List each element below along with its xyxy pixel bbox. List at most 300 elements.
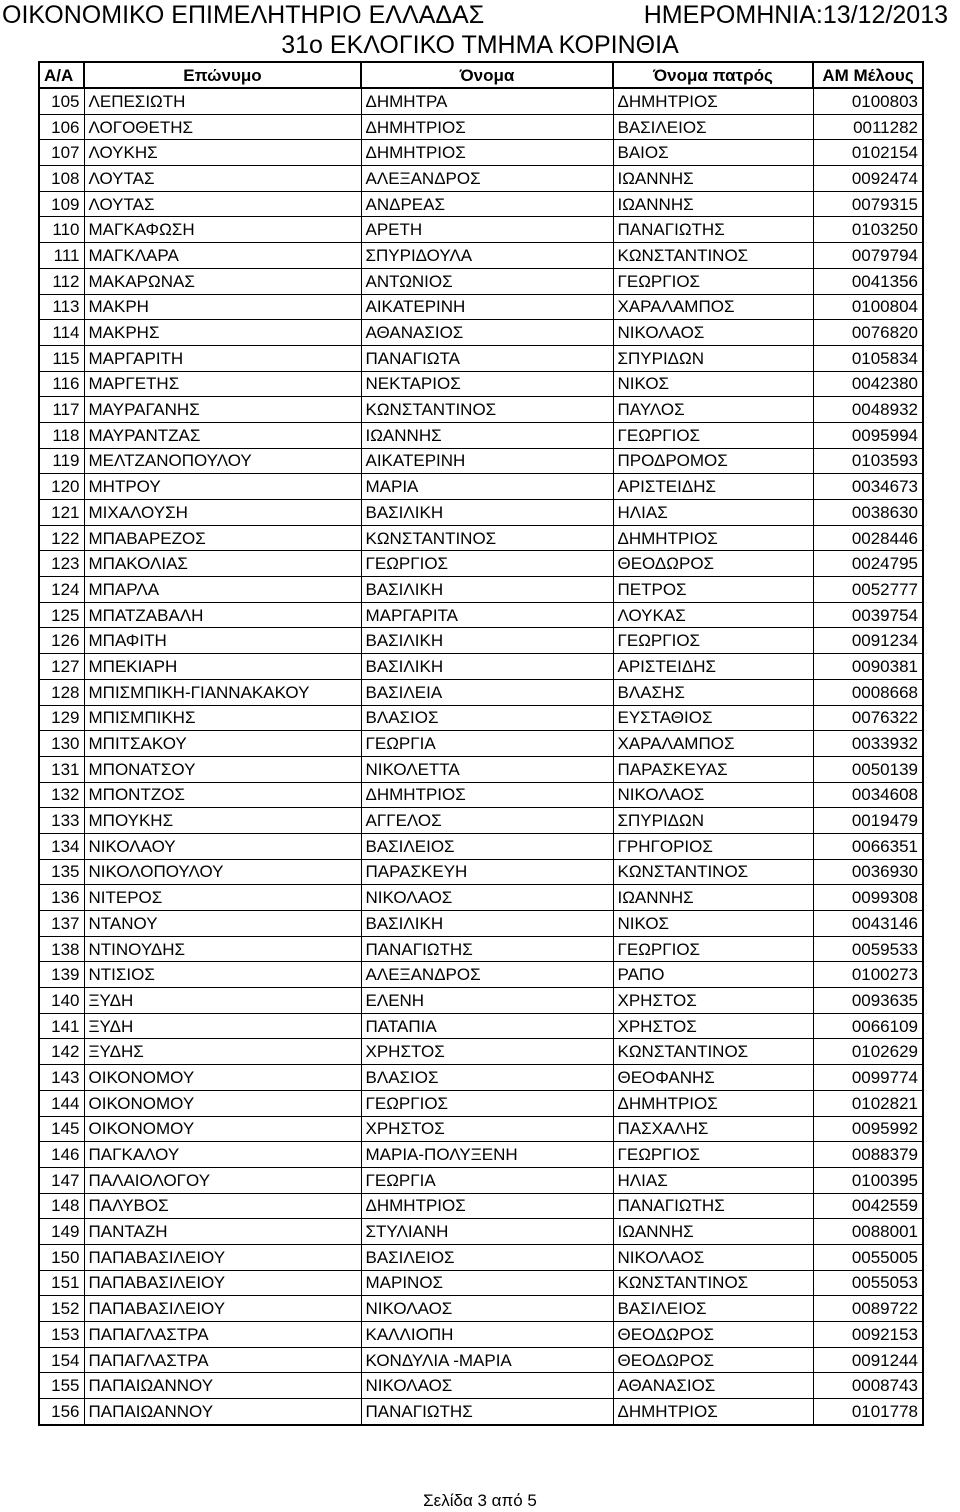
- table-row: [39, 782, 923, 808]
- first-name-cell: ΒΑΣΙΛΙΚΗ: [361, 500, 613, 526]
- father-name-cell: ΠΕΤΡΟΣ: [613, 577, 813, 603]
- table-row: [39, 602, 923, 628]
- first-name-cell: ΒΛΑΣΙΟΣ: [361, 705, 613, 731]
- father-name-cell: ΒΑΙΟΣ: [613, 140, 813, 166]
- row-index: 142: [39, 1039, 84, 1065]
- first-name-cell: ΑΛΕΞΑΝΔΡΟΣ: [361, 166, 613, 192]
- table-row: [39, 114, 923, 140]
- member-id-cell: 0090381: [813, 654, 923, 680]
- first-name-cell: ΓΕΩΡΓΙΑ: [361, 731, 613, 757]
- father-name-cell: ΚΩΝΣΤΑΝΤΙΝΟΣ: [613, 1039, 813, 1065]
- surname-cell: ΜΠΑΤΖΑΒΑΛΗ: [84, 602, 361, 628]
- page-number: Σελίδα 3 από 5: [423, 1491, 537, 1510]
- row-index: 152: [39, 1296, 84, 1322]
- first-name-cell: ΔΗΜΗΤΡΙΟΣ: [361, 1193, 613, 1219]
- row-index: 132: [39, 782, 84, 808]
- member-id-cell: 0019479: [813, 808, 923, 834]
- member-id-cell: 0102154: [813, 140, 923, 166]
- first-name-cell: ΒΑΣΙΛΙΚΗ: [361, 911, 613, 937]
- row-index: 105: [39, 88, 84, 114]
- row-index: 119: [39, 448, 84, 474]
- father-name-cell: ΓΕΩΡΓΙΟΣ: [613, 628, 813, 654]
- member-id-cell: 0036930: [813, 859, 923, 885]
- first-name-cell: ΜΑΡΙΝΟΣ: [361, 1270, 613, 1296]
- surname-cell: ΛΕΠΕΣΙΩΤΗ: [84, 88, 361, 114]
- first-name-cell: ΑΓΓΕΛΟΣ: [361, 808, 613, 834]
- father-name-cell: ΝΙΚΟΛΑΟΣ: [613, 1244, 813, 1270]
- row-index: 120: [39, 474, 84, 500]
- surname-cell: ΜΠΑΦΙΤΗ: [84, 628, 361, 654]
- first-name-cell: ΠΑΝΑΓΙΩΤΗΣ: [361, 1399, 613, 1425]
- first-name-cell: ΑΡΕΤΗ: [361, 217, 613, 243]
- row-index: 118: [39, 422, 84, 448]
- row-index: 126: [39, 628, 84, 654]
- table-row: [39, 525, 923, 551]
- row-index: 111: [39, 243, 84, 269]
- surname-cell: ΜΑΓΚΛΑΡΑ: [84, 243, 361, 269]
- surname-cell: ΜΑΥΡΑΝΤΖΑΣ: [84, 422, 361, 448]
- father-name-cell: ΧΡΗΣΤΟΣ: [613, 1013, 813, 1039]
- first-name-cell: ΑΙΚΑΤΕΡΙΝΗ: [361, 448, 613, 474]
- surname-cell: ΠΑΠΑΒΑΣΙΛΕΙΟΥ: [84, 1270, 361, 1296]
- father-name-cell: ΗΛΙΑΣ: [613, 500, 813, 526]
- table-header: [39, 62, 923, 88]
- member-id-cell: 0055053: [813, 1270, 923, 1296]
- surname-cell: ΟΙΚΟΝΟΜΟΥ: [84, 1090, 361, 1116]
- first-name-cell: ΚΩΝΣΤΑΝΤΙΝΟΣ: [361, 397, 613, 423]
- surname-cell: ΠΑΓΚΑΛΟΥ: [84, 1142, 361, 1168]
- father-name-cell: ΔΗΜΗΤΡΙΟΣ: [613, 525, 813, 551]
- first-name-cell: ΓΕΩΡΓΙΟΣ: [361, 551, 613, 577]
- table-row: [39, 885, 923, 911]
- father-name-cell: ΒΛΑΣΗΣ: [613, 679, 813, 705]
- surname-cell: ΜΠΟΝΑΤΣΟΥ: [84, 756, 361, 782]
- row-index: 131: [39, 756, 84, 782]
- row-index: 135: [39, 859, 84, 885]
- father-name-cell: ΧΑΡΑΛΑΜΠΟΣ: [613, 731, 813, 757]
- father-name-cell: ΠΑΣΧΑΛΗΣ: [613, 1116, 813, 1142]
- surname-cell: ΜΠΕΚΙΑΡΗ: [84, 654, 361, 680]
- column-header-father-name: Όνομα πατρός: [613, 62, 813, 88]
- member-id-cell: 0091244: [813, 1347, 923, 1373]
- table-row: [39, 679, 923, 705]
- table-row: [39, 962, 923, 988]
- row-index: 144: [39, 1090, 84, 1116]
- row-index: 134: [39, 833, 84, 859]
- member-id-cell: 0024795: [813, 551, 923, 577]
- first-name-cell: ΝΙΚΟΛΑΟΣ: [361, 1296, 613, 1322]
- member-id-cell: 0079794: [813, 243, 923, 269]
- member-id-cell: 0028446: [813, 525, 923, 551]
- row-index: 133: [39, 808, 84, 834]
- table-row: [39, 859, 923, 885]
- surname-cell: ΞΥΔΗ: [84, 988, 361, 1014]
- member-id-cell: 0066109: [813, 1013, 923, 1039]
- member-id-cell: 0099774: [813, 1065, 923, 1091]
- first-name-cell: ΣΠΥΡΙΔΟΥΛΑ: [361, 243, 613, 269]
- father-name-cell: ΓΕΩΡΓΙΟΣ: [613, 936, 813, 962]
- first-name-cell: ΚΩΝΣΤΑΝΤΙΝΟΣ: [361, 525, 613, 551]
- table-row: [39, 422, 923, 448]
- father-name-cell: ΑΘΑΝΑΣΙΟΣ: [613, 1373, 813, 1399]
- table-row: [39, 397, 923, 423]
- first-name-cell: ΑΘΑΝΑΣΙΟΣ: [361, 320, 613, 346]
- surname-cell: ΜΠΙΣΜΠΙΚΗΣ: [84, 705, 361, 731]
- member-id-cell: 0093635: [813, 988, 923, 1014]
- surname-cell: ΜΠΟΝΤΖΟΣ: [84, 782, 361, 808]
- member-id-cell: 0100803: [813, 88, 923, 114]
- member-id-cell: 0042559: [813, 1193, 923, 1219]
- table-row: [39, 1193, 923, 1219]
- first-name-cell: ΠΑΤΑΠΙΑ: [361, 1013, 613, 1039]
- row-index: 109: [39, 191, 84, 217]
- column-header-member-id: ΑΜ Μέλους: [813, 62, 923, 88]
- table-row: [39, 217, 923, 243]
- first-name-cell: ΓΕΩΡΓΙΑ: [361, 1167, 613, 1193]
- father-name-cell: ΝΙΚΟΣ: [613, 911, 813, 937]
- surname-cell: ΠΑΛΥΒΟΣ: [84, 1193, 361, 1219]
- row-index: 107: [39, 140, 84, 166]
- first-name-cell: ΠΑΝΑΓΙΩΤΑ: [361, 345, 613, 371]
- father-name-cell: ΙΩΑΝΝΗΣ: [613, 885, 813, 911]
- row-index: 154: [39, 1347, 84, 1373]
- table-row: [39, 191, 923, 217]
- father-name-cell: ΑΡΙΣΤΕΙΔΗΣ: [613, 654, 813, 680]
- table-row: [39, 1219, 923, 1245]
- member-id-cell: 0102629: [813, 1039, 923, 1065]
- table-row: [39, 628, 923, 654]
- member-id-cell: 0076322: [813, 705, 923, 731]
- table-row: [39, 911, 923, 937]
- member-id-cell: 0066351: [813, 833, 923, 859]
- table-row: [39, 1244, 923, 1270]
- surname-cell: ΝΙΚΟΛΟΠΟΥΛΟΥ: [84, 859, 361, 885]
- member-id-cell: 0100395: [813, 1167, 923, 1193]
- table-row: [39, 1090, 923, 1116]
- member-id-cell: 0092474: [813, 166, 923, 192]
- father-name-cell: ΙΩΑΝΝΗΣ: [613, 1219, 813, 1245]
- row-index: 114: [39, 320, 84, 346]
- member-id-cell: 0048932: [813, 397, 923, 423]
- member-id-cell: 0008668: [813, 679, 923, 705]
- surname-cell: ΜΑΚΑΡΩΝΑΣ: [84, 268, 361, 294]
- father-name-cell: ΚΩΝΣΤΑΝΤΙΝΟΣ: [613, 243, 813, 269]
- surname-cell: ΠΑΠΑΙΩΑΝΝΟΥ: [84, 1399, 361, 1425]
- first-name-cell: ΣΤΥΛΙΑΝΗ: [361, 1219, 613, 1245]
- first-name-cell: ΔΗΜΗΤΡΙΟΣ: [361, 782, 613, 808]
- table-row: [39, 294, 923, 320]
- father-name-cell: ΙΩΑΝΝΗΣ: [613, 166, 813, 192]
- surname-cell: ΝΤΙΝΟΥΔΗΣ: [84, 936, 361, 962]
- table-row: [39, 1142, 923, 1168]
- surname-cell: ΠΑΠΑΓΛΑΣΤΡΑ: [84, 1322, 361, 1348]
- row-index: 128: [39, 679, 84, 705]
- first-name-cell: ΜΑΡΙΑ-ΠΟΛΥΞΕΝΗ: [361, 1142, 613, 1168]
- member-id-cell: 0059533: [813, 936, 923, 962]
- members-table: [38, 61, 924, 1426]
- member-id-cell: 0041356: [813, 268, 923, 294]
- first-name-cell: ΑΝΤΩΝΙΟΣ: [361, 268, 613, 294]
- surname-cell: ΜΠΟΥΚΗΣ: [84, 808, 361, 834]
- surname-cell: ΜΠΙΤΣΑΚΟΥ: [84, 731, 361, 757]
- row-index: 147: [39, 1167, 84, 1193]
- surname-cell: ΜΑΥΡΑΓΑΝΗΣ: [84, 397, 361, 423]
- row-index: 146: [39, 1142, 84, 1168]
- surname-cell: ΛΟΥΚΗΣ: [84, 140, 361, 166]
- first-name-cell: ΑΙΚΑΤΕΡΙΝΗ: [361, 294, 613, 320]
- first-name-cell: ΔΗΜΗΤΡΙΟΣ: [361, 140, 613, 166]
- table-body: [39, 88, 923, 1425]
- column-header-surname: Επώνυμο: [84, 62, 361, 88]
- table-row: [39, 1013, 923, 1039]
- row-index: 149: [39, 1219, 84, 1245]
- chamber-title: ΟΙΚΟΝΟΜΙΚΟ ΕΠΙΜΕΛΗΤΗΡΙΟ ΕΛΛΑΔΑΣ: [2, 1, 485, 29]
- table-row: [39, 936, 923, 962]
- table-row: [39, 268, 923, 294]
- row-index: 130: [39, 731, 84, 757]
- table-row: [39, 833, 923, 859]
- surname-cell: ΝΙΚΟΛΑΟΥ: [84, 833, 361, 859]
- first-name-cell: ΒΛΑΣΙΟΣ: [361, 1065, 613, 1091]
- table-row: [39, 88, 923, 114]
- row-index: 124: [39, 577, 84, 603]
- first-name-cell: ΚΟΝΔΥΛΙΑ -ΜΑΡΙΑ: [361, 1347, 613, 1373]
- member-id-cell: 0100273: [813, 962, 923, 988]
- surname-cell: ΠΑΛΑΙΟΛΟΓΟΥ: [84, 1167, 361, 1193]
- table-row: [39, 448, 923, 474]
- table-row: [39, 808, 923, 834]
- surname-cell: ΟΙΚΟΝΟΜΟΥ: [84, 1116, 361, 1142]
- first-name-cell: ΒΑΣΙΛΕΙΟΣ: [361, 1244, 613, 1270]
- surname-cell: ΝΤΑΝΟΥ: [84, 911, 361, 937]
- first-name-cell: ΑΛΕΞΑΝΔΡΟΣ: [361, 962, 613, 988]
- father-name-cell: ΧΑΡΑΛΑΜΠΟΣ: [613, 294, 813, 320]
- first-name-cell: ΕΛΕΝΗ: [361, 988, 613, 1014]
- table-row: [39, 654, 923, 680]
- father-name-cell: ΚΩΝΣΤΑΝΤΙΝΟΣ: [613, 859, 813, 885]
- father-name-cell: ΠΑΝΑΓΙΩΤΗΣ: [613, 1193, 813, 1219]
- first-name-cell: ΒΑΣΙΛΙΚΗ: [361, 654, 613, 680]
- member-id-cell: 0034608: [813, 782, 923, 808]
- first-name-cell: ΝΙΚΟΛΑΟΣ: [361, 1373, 613, 1399]
- surname-cell: ΛΟΥΤΑΣ: [84, 166, 361, 192]
- father-name-cell: ΝΙΚΟΛΑΟΣ: [613, 782, 813, 808]
- father-name-cell: ΣΠΥΡΙΔΩΝ: [613, 345, 813, 371]
- column-header-first-name: Όνομα: [361, 62, 613, 88]
- surname-cell: ΞΥΔΗΣ: [84, 1039, 361, 1065]
- surname-cell: ΠΑΠΑΙΩΑΝΝΟΥ: [84, 1373, 361, 1399]
- first-name-cell: ΓΕΩΡΓΙΟΣ: [361, 1090, 613, 1116]
- member-id-cell: 0043146: [813, 911, 923, 937]
- first-name-cell: ΙΩΑΝΝΗΣ: [361, 422, 613, 448]
- table-row: [39, 705, 923, 731]
- father-name-cell: ΓΕΩΡΓΙΟΣ: [613, 422, 813, 448]
- row-index: 125: [39, 602, 84, 628]
- row-index: 110: [39, 217, 84, 243]
- father-name-cell: ΘΕΟΦΑΝΗΣ: [613, 1065, 813, 1091]
- father-name-cell: ΒΑΣΙΛΕΙΟΣ: [613, 114, 813, 140]
- electoral-section-title: 31ο ΕΚΛΟΓΙΚΟ ΤΜΗΜΑ ΚΟΡΙΝΘΙΑ: [281, 31, 679, 59]
- father-name-cell: ΙΩΑΝΝΗΣ: [613, 191, 813, 217]
- table-row: [39, 1167, 923, 1193]
- father-name-cell: ΒΑΣΙΛΕΙΟΣ: [613, 1296, 813, 1322]
- row-index: 153: [39, 1322, 84, 1348]
- table-row: [39, 1116, 923, 1142]
- row-index: 143: [39, 1065, 84, 1091]
- first-name-cell: ΧΡΗΣΤΟΣ: [361, 1116, 613, 1142]
- surname-cell: ΜΗΤΡΟΥ: [84, 474, 361, 500]
- table-row: [39, 345, 923, 371]
- surname-cell: ΜΑΓΚΑΦΩΣΗ: [84, 217, 361, 243]
- first-name-cell: ΜΑΡΙΑ: [361, 474, 613, 500]
- member-id-cell: 0095994: [813, 422, 923, 448]
- row-index: 127: [39, 654, 84, 680]
- row-index: 129: [39, 705, 84, 731]
- father-name-cell: ΠΑΝΑΓΙΩΤΗΣ: [613, 217, 813, 243]
- page-header: [0, 0, 960, 30]
- table-row: [39, 756, 923, 782]
- table-row: [39, 988, 923, 1014]
- row-index: 141: [39, 1013, 84, 1039]
- surname-cell: ΜΑΡΓΕΤΗΣ: [84, 371, 361, 397]
- surname-cell: ΜΠΑΒΑΡΕΖΟΣ: [84, 525, 361, 551]
- first-name-cell: ΒΑΣΙΛΙΚΗ: [361, 577, 613, 603]
- member-id-cell: 0095992: [813, 1116, 923, 1142]
- member-id-cell: 0091234: [813, 628, 923, 654]
- table-row: [39, 320, 923, 346]
- row-index: 151: [39, 1270, 84, 1296]
- row-index: 138: [39, 936, 84, 962]
- row-index: 139: [39, 962, 84, 988]
- member-id-cell: 0079315: [813, 191, 923, 217]
- father-name-cell: ΘΕΟΔΩΡΟΣ: [613, 1322, 813, 1348]
- first-name-cell: ΒΑΣΙΛΕΙΑ: [361, 679, 613, 705]
- first-name-cell: ΝΙΚΟΛΑΟΣ: [361, 885, 613, 911]
- surname-cell: ΜΠΙΣΜΠΙΚΗ-ΓΙΑΝΝΑΚΑΚΟΥ: [84, 679, 361, 705]
- father-name-cell: ΔΗΜΗΤΡΙΟΣ: [613, 1399, 813, 1425]
- member-id-cell: 0092153: [813, 1322, 923, 1348]
- table-row: [39, 1347, 923, 1373]
- column-header-index: Α/Α: [39, 62, 84, 88]
- table-row: [39, 551, 923, 577]
- first-name-cell: ΝΙΚΟΛΕΤΤΑ: [361, 756, 613, 782]
- member-id-cell: 0034673: [813, 474, 923, 500]
- member-id-cell: 0011282: [813, 114, 923, 140]
- member-id-cell: 0038630: [813, 500, 923, 526]
- father-name-cell: ΚΩΝΣΤΑΝΤΙΝΟΣ: [613, 1270, 813, 1296]
- father-name-cell: ΕΥΣΤΑΘΙΟΣ: [613, 705, 813, 731]
- table-row: [39, 1322, 923, 1348]
- surname-cell: ΛΟΓΟΘΕΤΗΣ: [84, 114, 361, 140]
- member-id-cell: 0103593: [813, 448, 923, 474]
- father-name-cell: ΗΛΙΑΣ: [613, 1167, 813, 1193]
- surname-cell: ΜΑΡΓΑΡΙΤΗ: [84, 345, 361, 371]
- member-id-cell: 0099308: [813, 885, 923, 911]
- surname-cell: ΟΙΚΟΝΟΜΟΥ: [84, 1065, 361, 1091]
- member-id-cell: 0008743: [813, 1373, 923, 1399]
- table-row: [39, 1373, 923, 1399]
- table-row: [39, 140, 923, 166]
- table-row: [39, 1039, 923, 1065]
- surname-cell: ΞΥΔΗ: [84, 1013, 361, 1039]
- first-name-cell: ΠΑΝΑΓΙΩΤΗΣ: [361, 936, 613, 962]
- father-name-cell: ΘΕΟΔΩΡΟΣ: [613, 1347, 813, 1373]
- table-row: [39, 577, 923, 603]
- member-id-cell: 0052777: [813, 577, 923, 603]
- member-id-cell: 0103250: [813, 217, 923, 243]
- row-index: 145: [39, 1116, 84, 1142]
- member-id-cell: 0102821: [813, 1090, 923, 1116]
- row-index: 156: [39, 1399, 84, 1425]
- first-name-cell: ΔΗΜΗΤΡΑ: [361, 88, 613, 114]
- table-row: [39, 1296, 923, 1322]
- row-index: 112: [39, 268, 84, 294]
- row-index: 123: [39, 551, 84, 577]
- first-name-cell: ΚΑΛΛΙΟΠΗ: [361, 1322, 613, 1348]
- surname-cell: ΠΑΠΑΓΛΑΣΤΡΑ: [84, 1347, 361, 1373]
- father-name-cell: ΘΕΟΔΩΡΟΣ: [613, 551, 813, 577]
- father-name-cell: ΑΡΙΣΤΕΙΔΗΣ: [613, 474, 813, 500]
- first-name-cell: ΑΝΔΡΕΑΣ: [361, 191, 613, 217]
- row-index: 113: [39, 294, 84, 320]
- father-name-cell: ΓΕΩΡΓΙΟΣ: [613, 268, 813, 294]
- row-index: 106: [39, 114, 84, 140]
- father-name-cell: ΓΕΩΡΓΙΟΣ: [613, 1142, 813, 1168]
- surname-cell: ΛΟΥΤΑΣ: [84, 191, 361, 217]
- first-name-cell: ΔΗΜΗΤΡΙΟΣ: [361, 114, 613, 140]
- father-name-cell: ΠΡΟΔΡΟΜΟΣ: [613, 448, 813, 474]
- table-row: [39, 500, 923, 526]
- member-id-cell: 0105834: [813, 345, 923, 371]
- father-name-cell: ΠΑΥΛΟΣ: [613, 397, 813, 423]
- member-id-cell: 0100804: [813, 294, 923, 320]
- member-id-cell: 0088379: [813, 1142, 923, 1168]
- father-name-cell: ΛΟΥΚΑΣ: [613, 602, 813, 628]
- surname-cell: ΠΑΠΑΒΑΣΙΛΕΙΟΥ: [84, 1244, 361, 1270]
- surname-cell: ΜΙΧΑΛΟΥΣΗ: [84, 500, 361, 526]
- surname-cell: ΠΑΠΑΒΑΣΙΛΕΙΟΥ: [84, 1296, 361, 1322]
- member-id-cell: 0089722: [813, 1296, 923, 1322]
- row-index: 116: [39, 371, 84, 397]
- first-name-cell: ΝΕΚΤΑΡΙΟΣ: [361, 371, 613, 397]
- table-row: [39, 371, 923, 397]
- member-id-cell: 0050139: [813, 756, 923, 782]
- row-index: 122: [39, 525, 84, 551]
- father-name-cell: ΧΡΗΣΤΟΣ: [613, 988, 813, 1014]
- surname-cell: ΜΠΑΚΟΛΙΑΣ: [84, 551, 361, 577]
- row-index: 117: [39, 397, 84, 423]
- table-row: [39, 166, 923, 192]
- row-index: 150: [39, 1244, 84, 1270]
- first-name-cell: ΒΑΣΙΛΕΙΟΣ: [361, 833, 613, 859]
- member-id-cell: 0042380: [813, 371, 923, 397]
- member-id-cell: 0101778: [813, 1399, 923, 1425]
- row-index: 115: [39, 345, 84, 371]
- father-name-cell: ΝΙΚΟΣ: [613, 371, 813, 397]
- surname-cell: ΜΠΑΡΛΑ: [84, 577, 361, 603]
- surname-cell: ΝΙΤΕΡΟΣ: [84, 885, 361, 911]
- father-name-cell: ΣΠΥΡΙΔΩΝ: [613, 808, 813, 834]
- row-index: 137: [39, 911, 84, 937]
- table-row: [39, 1065, 923, 1091]
- surname-cell: ΜΑΚΡΗΣ: [84, 320, 361, 346]
- first-name-cell: ΒΑΣΙΛΙΚΗ: [361, 628, 613, 654]
- father-name-cell: ΔΗΜΗΤΡΙΟΣ: [613, 88, 813, 114]
- member-id-cell: 0088001: [813, 1219, 923, 1245]
- row-index: 140: [39, 988, 84, 1014]
- row-index: 148: [39, 1193, 84, 1219]
- row-index: 108: [39, 166, 84, 192]
